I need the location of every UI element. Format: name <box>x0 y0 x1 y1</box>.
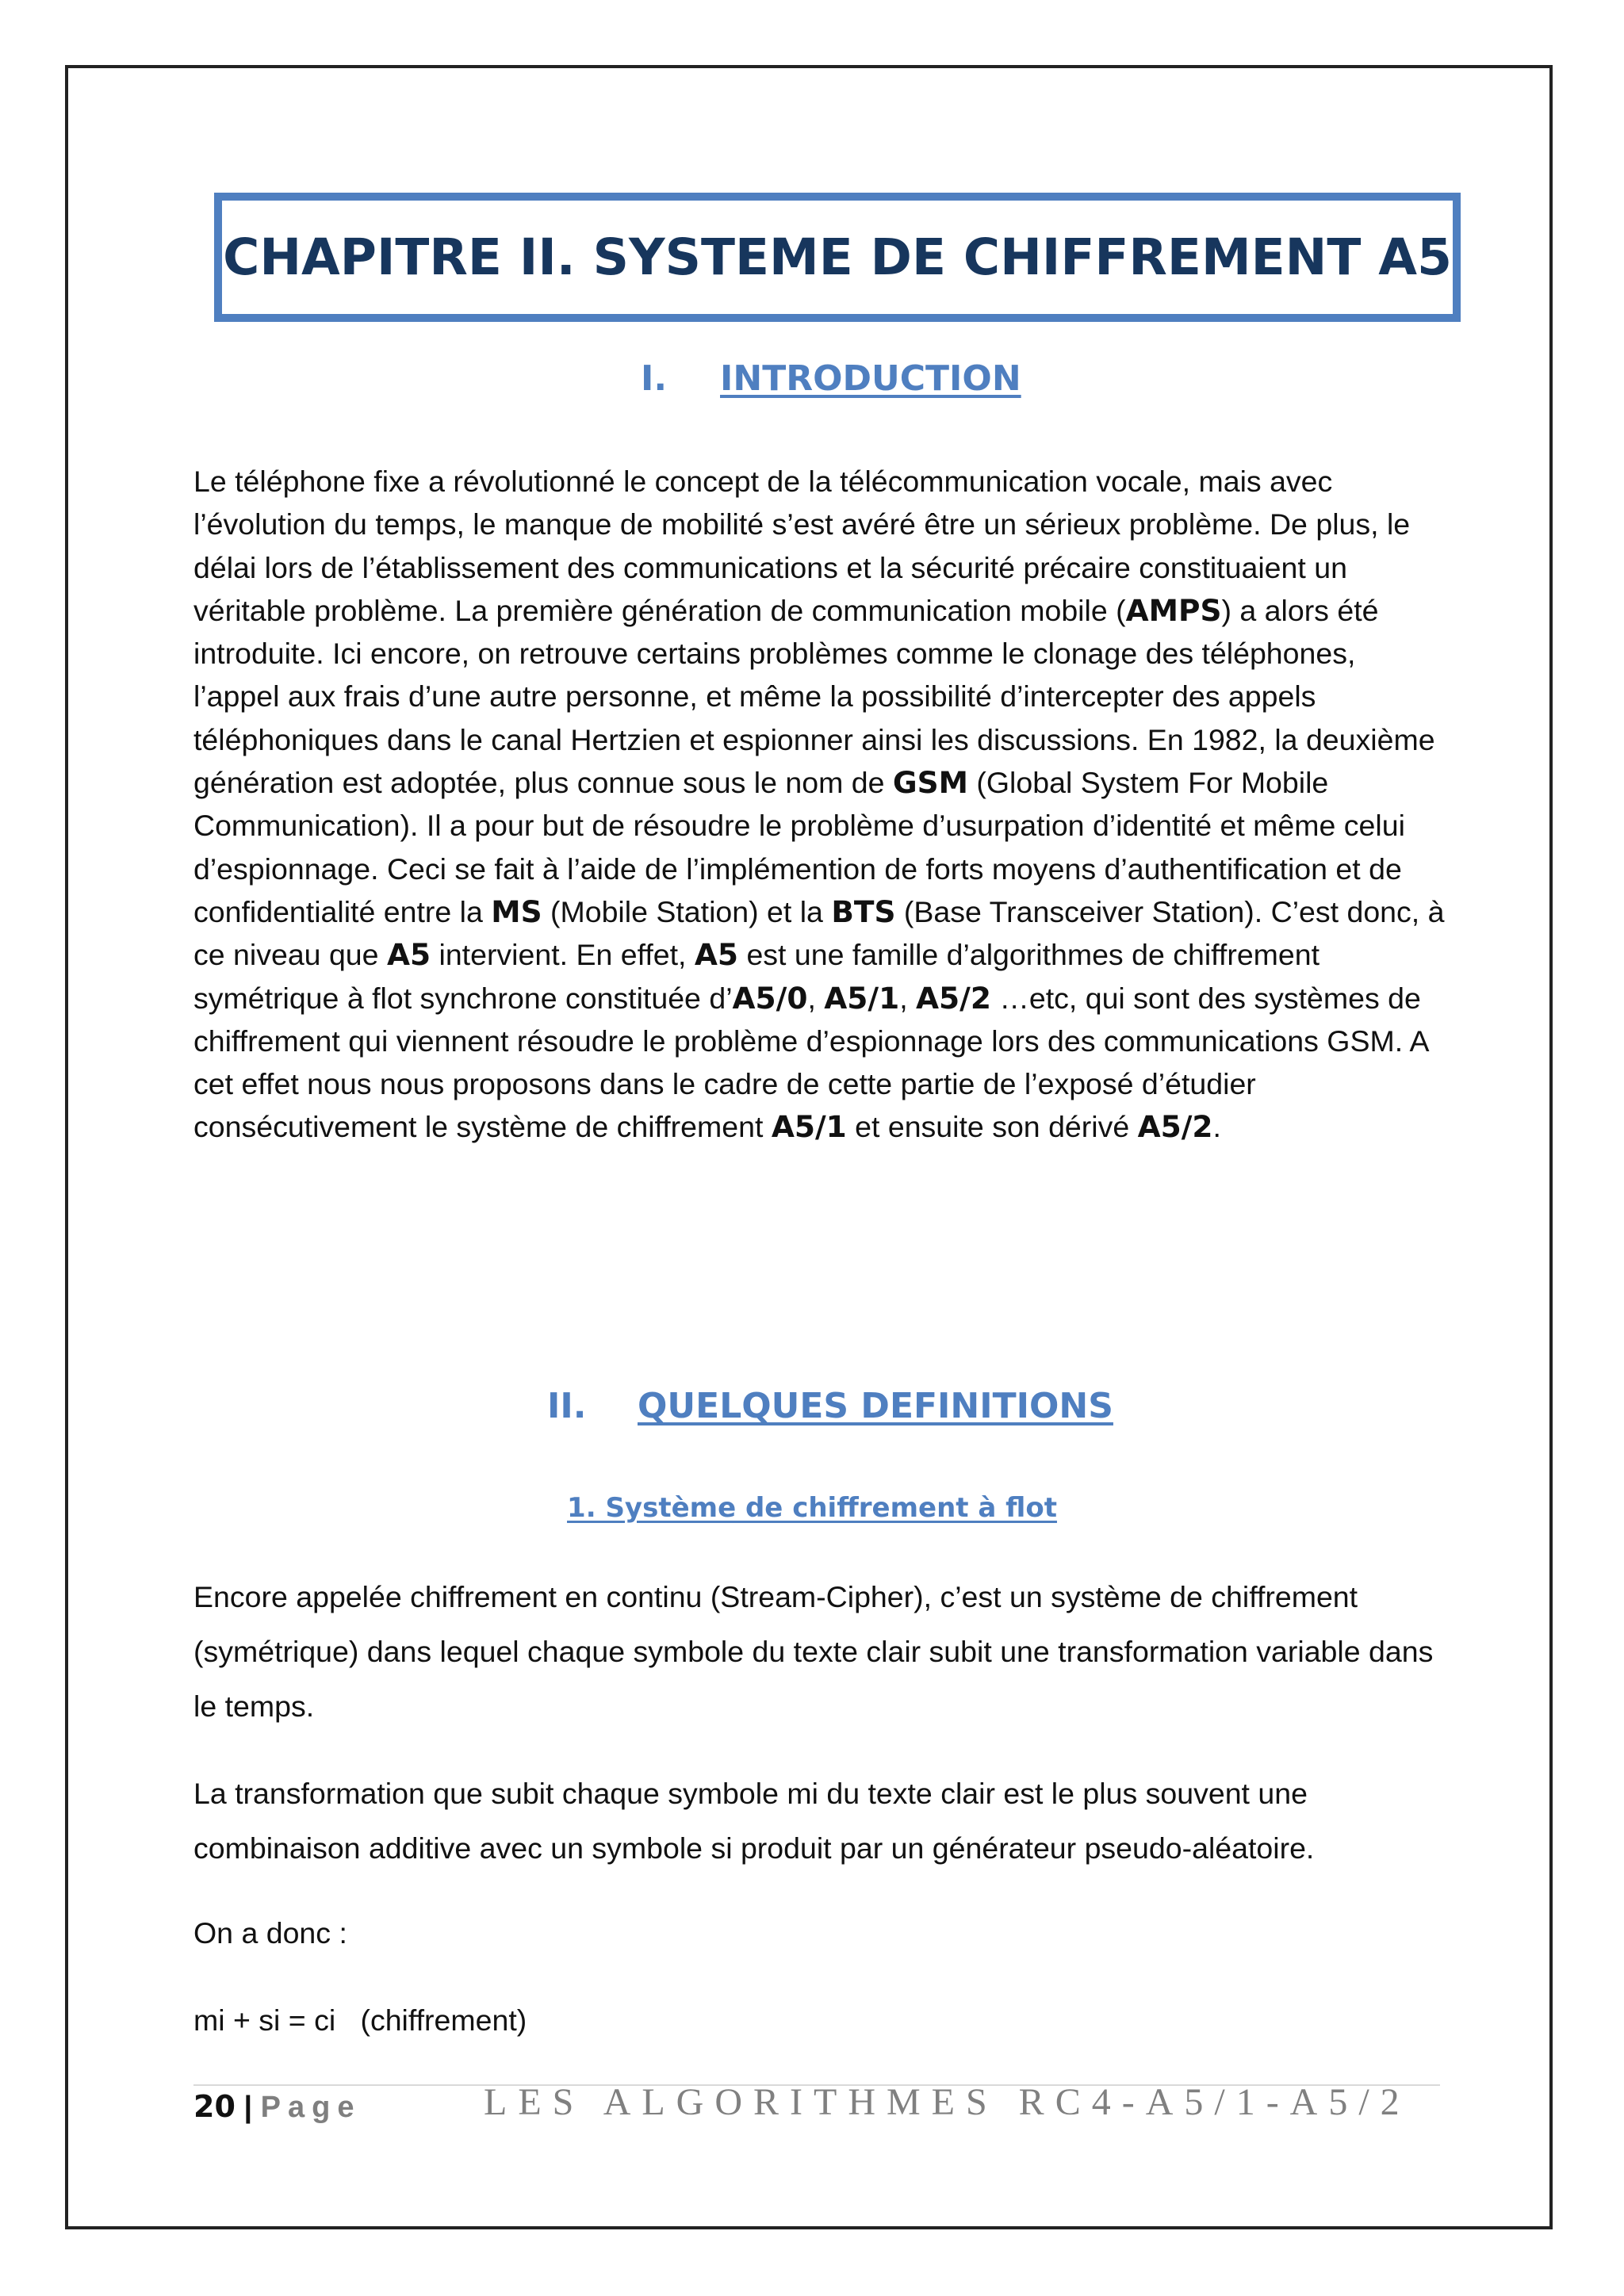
term-a5-1: A5/1 <box>824 980 900 1016</box>
term-a5: A5 <box>694 937 739 973</box>
footer-page-label <box>193 2089 361 2125</box>
formula-line: mi + si = ci (chiffrement) <box>193 2003 527 2037</box>
section-number: I. <box>641 358 668 399</box>
term-a5-2: A5/2 <box>916 980 991 1016</box>
term-gsm: GSM <box>892 765 968 801</box>
term-a5-2: A5/2 <box>1137 1109 1213 1145</box>
section-number: II. <box>547 1386 587 1426</box>
term-amps: AMPS <box>1125 592 1222 628</box>
section-title: QUELQUES DEFINITIONS <box>638 1386 1113 1426</box>
page-word: Page <box>260 2091 362 2124</box>
section-heading-definitions <box>547 1386 1113 1426</box>
page-number: 20 <box>193 2089 236 2124</box>
term-a5-0: A5/0 <box>732 980 808 1016</box>
chapter-title-box <box>214 193 1461 322</box>
introduction-paragraph: Le téléphone fixe a révolutionné le concept de la télécommunication vocale, mais avec l’évolution du temps, le manque de mobilité s’est avéré être un sérieux problème. De plus, le délai lors de l’établissement des communications et la sécurité précaire constituaient un véritable problème. La première génération de communication mobile (AMPS) a alors été introduite. Ici encore, on retrouve certains problèmes comme le clonage des téléphones, l’appel aux frais d’une autre personne, et même la possibilité d’intercepter des appels téléphoniques dans le canal Hertzien et espionner ainsi les discussions. En 1982, la deuxième génération est adoptée, plus connue sous le nom de GSM (Global System For Mobile Communication). Il a pour but de résoudre le problème d’usurpation d’identité et même celui d’espionnage. Ceci se fait à l’aide de l’implémention de forts moyens d’authentification et de confidentialité entre la MS (Mobile Station) et la BTS (Base Transceiver Station). C’est donc, à ce niveau que A5 intervient. En effet, A5 est une famille d’algorithmes de chiffrement symétrique à flot synchrone constituée d’A5/0, A5/1, A5/2 …etc, qui sont des systèmes de chiffrement qui viennent résoudre le problème d’espionnage lors des communications GSM. A cet effet nous nous proposons dans le cadre de cette partie de l’exposé d’étudier consécutivement le système de chiffrement A5/1 et ensuite son dérivé A5/2. <box>193 465 1445 1145</box>
term-a5-1: A5/1 <box>771 1109 847 1145</box>
chapter-title: CHAPITRE II. SYSTEME DE CHIFFREMENT A5 <box>223 228 1452 286</box>
section-heading-introduction <box>641 358 1021 399</box>
subsection-title: 1. Système de chiffrement à flot <box>567 1492 1057 1524</box>
subsection-heading <box>0 1492 1624 1524</box>
footer-separator: | <box>243 2091 253 2124</box>
paragraph-on-a-donc: On a donc : <box>193 1916 347 1950</box>
paragraph-stream-cipher: Encore appelée chiffrement en continu (Stream-Cipher), c’est un système de chiffrement (symétrique) dans lequel chaque symbole du texte clair subit une transformation variable dans le temps. <box>193 1580 1434 1723</box>
term-a5: A5 <box>386 937 431 973</box>
paragraph-transformation: La transformation que subit chaque symbole mi du texte clair est le plus souvent une combinaison additive avec un symbole si produit par un générateur pseudo-aléatoire. <box>193 1777 1315 1865</box>
term-ms: MS <box>491 894 542 929</box>
section-title: INTRODUCTION <box>720 358 1021 399</box>
running-title: LES ALGORITHMES RC4-A5/1-A5/2 <box>484 2081 1411 2123</box>
term-bts: BTS <box>831 894 896 929</box>
